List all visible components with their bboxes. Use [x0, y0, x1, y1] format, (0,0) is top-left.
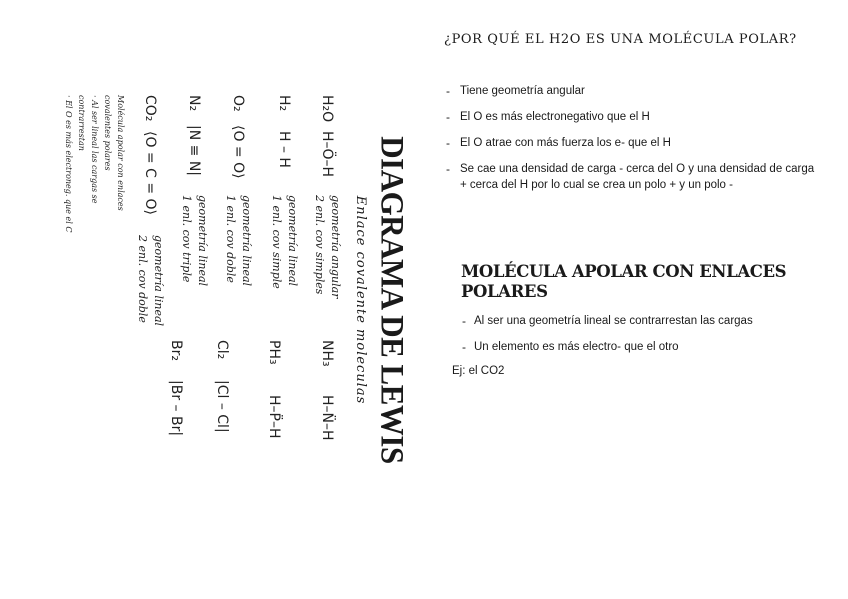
polar-question-title: ¿POR QUÉ EL H2O ES UNA MOLÉCULA POLAR? — [444, 32, 797, 47]
structure-br2: |Br – Br| — [168, 380, 184, 437]
note-co2-1: geometría lineal — [152, 235, 165, 327]
note-h2-2: 1 enl. cov simple — [270, 195, 283, 289]
polar-bullet: - El O es más electronegativo que el H — [444, 109, 824, 125]
note-line-2: covalentes polares — [103, 95, 112, 171]
formula-n2: N₂ — [186, 95, 202, 112]
note-n2-2: 1 enl. cov triple — [180, 195, 193, 283]
polar-bullet: - Se cae una densidad de carga - cerca del O y una densidad de carga + cerca del H por lo cual se crea un polo + y un polo - — [444, 161, 824, 193]
polar-bullet: - Tiene geometría angular — [444, 83, 824, 99]
structure-h2o: H–Ö–H — [319, 131, 335, 178]
formula-ph3: PH₃ — [266, 340, 282, 365]
structure-ph3: H–P̈–H — [266, 395, 282, 439]
formula-o2: O₂ — [230, 95, 246, 112]
formula-h2o: H₂O — [319, 95, 335, 123]
formula-co2: CO₂ — [142, 95, 158, 122]
structure-nh3: H–N̈–H — [319, 395, 335, 441]
note-co2-2: 2 enl. cov doble — [136, 235, 149, 323]
polar-bullet: - El O atrae con más fuerza los e- que el H — [444, 135, 824, 151]
note-h2o-2: 2 enl. cov simples — [313, 195, 326, 295]
note-o2-1: geometría lineal — [240, 195, 253, 287]
structure-co2: ⟨O = C = O⟩ — [142, 131, 158, 215]
formula-h2: H₂ — [276, 95, 292, 112]
formula-br2: Br₂ — [168, 340, 184, 361]
polar-bullet-list — [444, 83, 824, 203]
explanation-column — [430, 0, 848, 599]
structure-n2: |N ≡ N| — [186, 125, 202, 177]
note-line-4: contrarrestan — [77, 95, 86, 151]
structure-cl2: |Cl – Cl| — [214, 380, 230, 433]
structure-h2: H – H — [276, 131, 292, 168]
note-line-3: · Al ser lineal las cargas se — [90, 95, 99, 204]
apolar-section-title: MOLÉCULA APOLAR CON ENLACES POLARES — [461, 262, 787, 301]
note-h2o-1: geometría angular — [329, 195, 342, 299]
formula-cl2: Cl₂ — [214, 340, 230, 360]
note-n2-1: geometría lineal — [196, 195, 209, 287]
structure-o2: ⟨O = O⟩ — [230, 125, 246, 179]
note-h2-1: geometría lineal — [286, 195, 299, 287]
lewis-diagram-rotated — [20, 95, 410, 505]
lewis-subtitle: Enlace covalente moleculas — [353, 195, 368, 405]
apolar-bullet-list — [460, 313, 810, 365]
note-line-5: · El O es más electroneg. que el C — [64, 95, 73, 233]
lewis-title: DIAGRAMA DE LEWIS — [374, 136, 411, 464]
apolar-bullet: - Un elemento es más electro- que el otro — [460, 339, 810, 355]
note-line-1: Molécula apolar con enlaces — [116, 95, 125, 211]
lewis-diagram-page — [0, 0, 420, 599]
example-text: Ej: el CO2 — [452, 365, 505, 377]
note-o2-2: 1 enl. cov doble — [224, 195, 237, 283]
apolar-bullet: - Al ser una geometría lineal se contrarrestan las cargas — [460, 313, 810, 329]
formula-nh3: NH₃ — [319, 340, 335, 367]
